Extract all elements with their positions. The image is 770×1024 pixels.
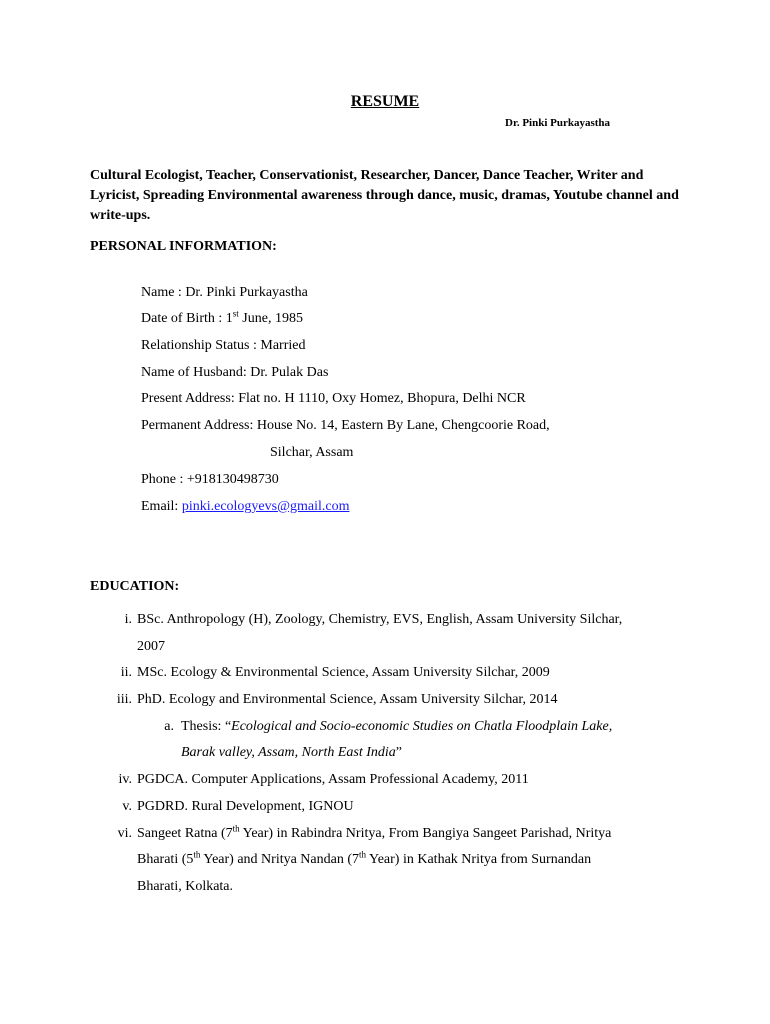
edu-item-text: PGDCA. Computer Applications, Assam Professional Academy, 2011: [137, 772, 529, 787]
info-relationship: Relationship Status : Married: [141, 338, 306, 353]
music-l1-sup: th: [232, 823, 240, 834]
author-name: Dr. Pinki Purkayastha: [505, 117, 611, 129]
thesis-line-1: [181, 719, 612, 735]
dob-suffix: June, 1985: [238, 311, 303, 326]
thesis-suffix: ”: [395, 745, 403, 760]
edu-item-text: BSc. Anthropology (H), Zoology, Chemistry, EVS, English, Assam University Silchar,: [137, 612, 623, 627]
edu-item-number: ii.: [120, 665, 132, 680]
dob-sup: st: [232, 308, 239, 319]
edu-music-line-1: [137, 823, 612, 842]
info-husband: Name of Husband: Dr. Pulak Das: [141, 365, 329, 380]
music-l1-b: Year) in Rabindra Nritya, From Bangiya Sangeet Parishad, Nritya: [239, 826, 612, 841]
education-heading: EDUCATION:: [90, 579, 180, 594]
edu-music-line-3: Bharati, Kolkata.: [137, 879, 234, 894]
edu-item-number: iii.: [116, 692, 132, 707]
info-name: Name : Dr. Pinki Purkayastha: [141, 285, 308, 300]
edu-item-number: iv.: [118, 772, 132, 787]
info-permanent-address-cont: Silchar, Assam: [270, 445, 354, 460]
personal-info-heading: PERSONAL INFORMATION:: [90, 239, 277, 254]
edu-item-text-cont: 2007: [137, 639, 165, 654]
info-dob: [141, 308, 303, 327]
thesis-title-1: Ecological and Socio-economic Studies on Chatla Floodplain Lake,: [231, 719, 613, 734]
summary-paragraph: Cultural Ecologist, Teacher, Conservationist, Researcher, Dancer, Dance Teacher, Writer and Lyricist, Spreading Environmental awareness through dance, music, dramas, Youtube channel and write-ups.: [90, 168, 679, 223]
info-phone: Phone : +918130498730: [141, 472, 279, 487]
edu-music-line-2: [137, 849, 592, 868]
thesis-title-2: Barak valley, Assam, North East India: [181, 745, 396, 760]
music-l2-b: Year) and Nritya Nandan (7: [200, 852, 360, 867]
music-l2-sup1: th: [193, 849, 201, 860]
music-l1-a: Sangeet Ratna (7: [137, 826, 233, 841]
edu-item-number: vi.: [117, 826, 132, 841]
thesis-label: a.: [164, 719, 174, 734]
edu-item-text: PhD. Ecology and Environmental Science, Assam University Silchar, 2014: [137, 692, 558, 707]
dob-prefix: Date of Birth : 1: [141, 311, 233, 326]
email-link[interactable]: pinki.ecologyevs@gmail.com: [181, 499, 350, 514]
music-l2-a: Bharati (5: [137, 852, 194, 867]
email-label: Email:: [141, 499, 182, 514]
music-l2-c: Year) in Kathak Nritya from Surnandan: [366, 852, 592, 867]
info-present-address: Present Address: Flat no. H 1110, Oxy Homez, Bhopura, Delhi NCR: [141, 391, 526, 406]
music-l2-sup2: th: [359, 849, 367, 860]
thesis-prefix: Thesis: “: [181, 719, 232, 734]
edu-item-number: v.: [122, 799, 132, 814]
info-email: [141, 499, 349, 515]
resume-title: RESUME: [350, 93, 420, 110]
edu-item-number: i.: [124, 612, 132, 627]
info-permanent-address: Permanent Address: House No. 14, Eastern By Lane, Chengcoorie Road,: [141, 418, 550, 433]
thesis-line-2: [181, 745, 402, 761]
edu-item-text: PGDRD. Rural Development, IGNOU: [137, 799, 354, 814]
edu-item-text: MSc. Ecology & Environmental Science, Assam University Silchar, 2009: [137, 665, 550, 680]
